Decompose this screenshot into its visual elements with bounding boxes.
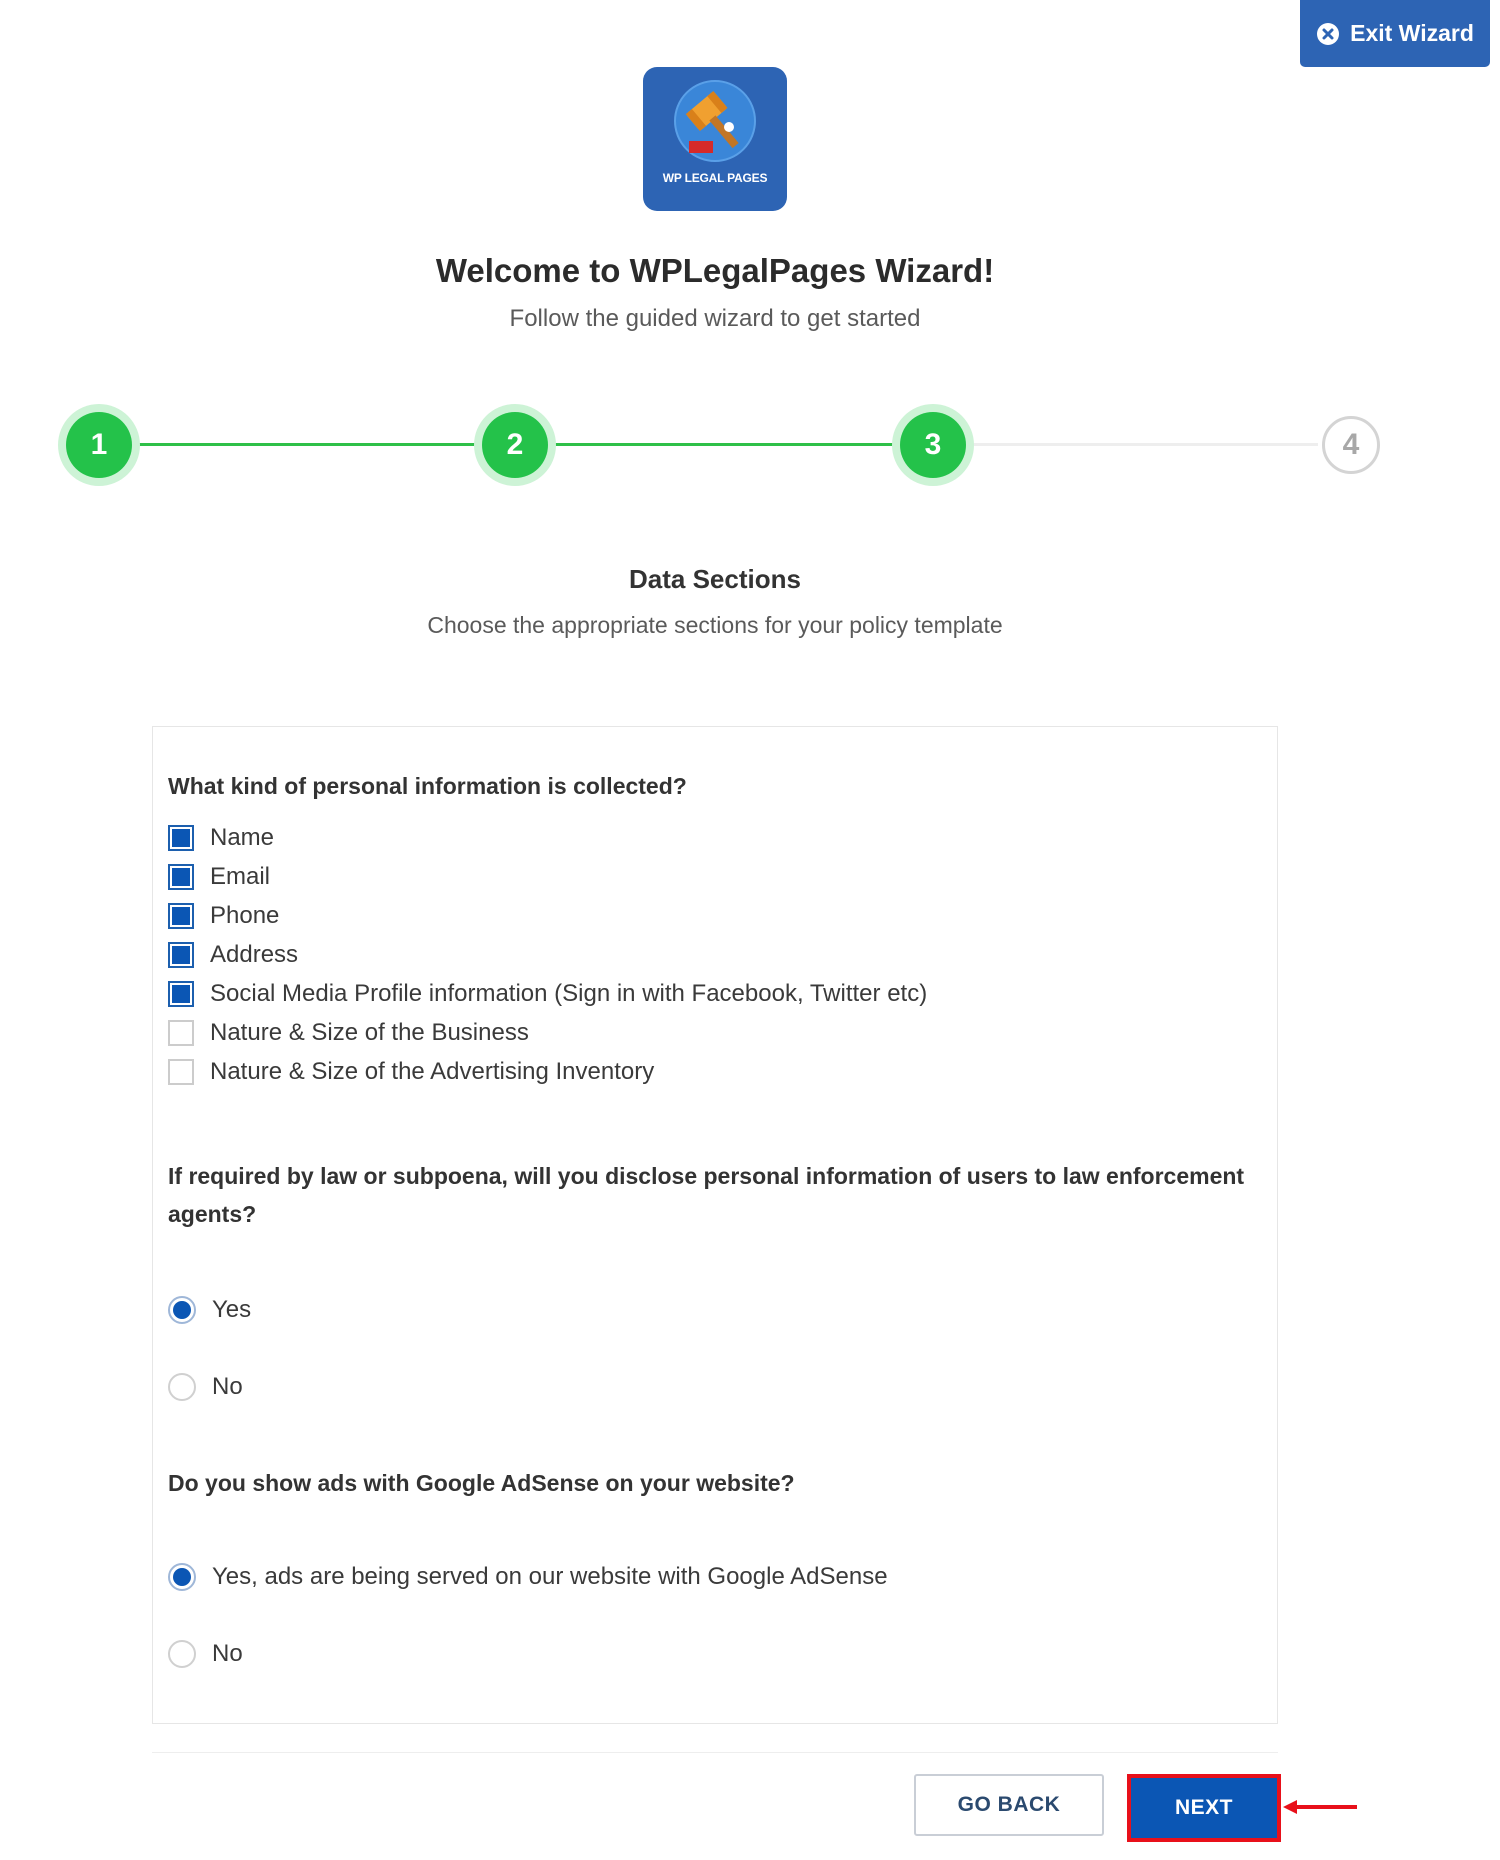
page-title: Welcome to WPLegalPages Wizard! [435, 252, 995, 289]
wizard-stepper [0, 400, 1500, 490]
questions-card [152, 726, 1278, 1724]
left-arrow-icon [1283, 1799, 1358, 1815]
step-4[interactable]: 4 [1322, 416, 1380, 474]
checkbox-name[interactable] [168, 823, 274, 853]
radio-law-yes[interactable] [168, 1295, 251, 1325]
checkbox-label: Name [210, 824, 275, 851]
checkbox-box[interactable] [168, 903, 194, 929]
radio-circle[interactable] [168, 1640, 196, 1668]
checkbox-label: Nature & Size of the Business [210, 1019, 529, 1046]
checkbox-email[interactable] [168, 862, 270, 892]
checkbox-box[interactable] [168, 981, 194, 1007]
gavel-icon [643, 67, 787, 177]
radio-adsense-yes[interactable] [168, 1562, 888, 1592]
exit-wizard-label: Exit Wizard [1350, 20, 1474, 46]
step-3[interactable]: 3 [900, 412, 966, 478]
logo-text: WP LEGAL PAGES [662, 171, 768, 185]
question-law-disclosure: If required by law or subpoena, will you disclose personal information of users to law enforcement agents? [168, 1163, 1245, 1227]
step-connector-2-3 [548, 443, 900, 446]
checkbox-box[interactable] [168, 942, 194, 968]
checkbox-advertising[interactable] [168, 1057, 654, 1087]
next-button[interactable]: NEXT [1127, 1774, 1281, 1842]
close-circle-icon [1316, 22, 1340, 46]
checkbox-social-media[interactable] [168, 979, 927, 1009]
checkbox-address[interactable] [168, 940, 298, 970]
footer-divider [152, 1752, 1278, 1753]
step-connector-1-2 [132, 443, 482, 446]
checkbox-label: Social Media Profile information (Sign in with Facebook, Twitter etc) [210, 980, 928, 1007]
step-1[interactable]: 1 [66, 412, 132, 478]
radio-label: No [212, 1640, 243, 1667]
section-title: Data Sections [629, 564, 801, 594]
checkbox-business[interactable] [168, 1018, 529, 1048]
checkbox-box[interactable] [168, 825, 194, 851]
radio-label: Yes, ads are being served on our website with Google AdSense [212, 1563, 888, 1590]
step-2[interactable]: 2 [482, 412, 548, 478]
radio-label: Yes [212, 1296, 252, 1323]
radio-adsense-no[interactable] [168, 1639, 243, 1669]
checkbox-label: Email [210, 863, 271, 890]
checkbox-box[interactable] [168, 1020, 194, 1046]
question-adsense: Do you show ads with Google AdSense on your website? [168, 1470, 795, 1496]
radio-law-no[interactable] [168, 1372, 243, 1402]
page-subtitle: Follow the guided wizard to get started [509, 305, 921, 332]
exit-wizard-button[interactable] [1300, 0, 1490, 67]
radio-circle[interactable] [168, 1373, 196, 1401]
radio-label: No [212, 1373, 243, 1400]
app-logo [643, 67, 787, 211]
checkbox-box[interactable] [168, 864, 194, 890]
radio-circle[interactable] [168, 1563, 196, 1591]
radio-circle[interactable] [168, 1296, 196, 1324]
checkbox-label: Phone [210, 902, 280, 929]
checkbox-phone[interactable] [168, 901, 279, 931]
step-connector-3-4 [966, 443, 1318, 446]
checkbox-label: Address [210, 941, 299, 968]
checkbox-box[interactable] [168, 1059, 194, 1085]
section-subtitle: Choose the appropriate sections for your policy template [427, 612, 1003, 638]
checkbox-label: Nature & Size of the Advertising Inventory [210, 1058, 655, 1085]
question-personal-info: What kind of personal information is collected? [168, 773, 687, 799]
go-back-button[interactable]: GO BACK [914, 1774, 1104, 1836]
